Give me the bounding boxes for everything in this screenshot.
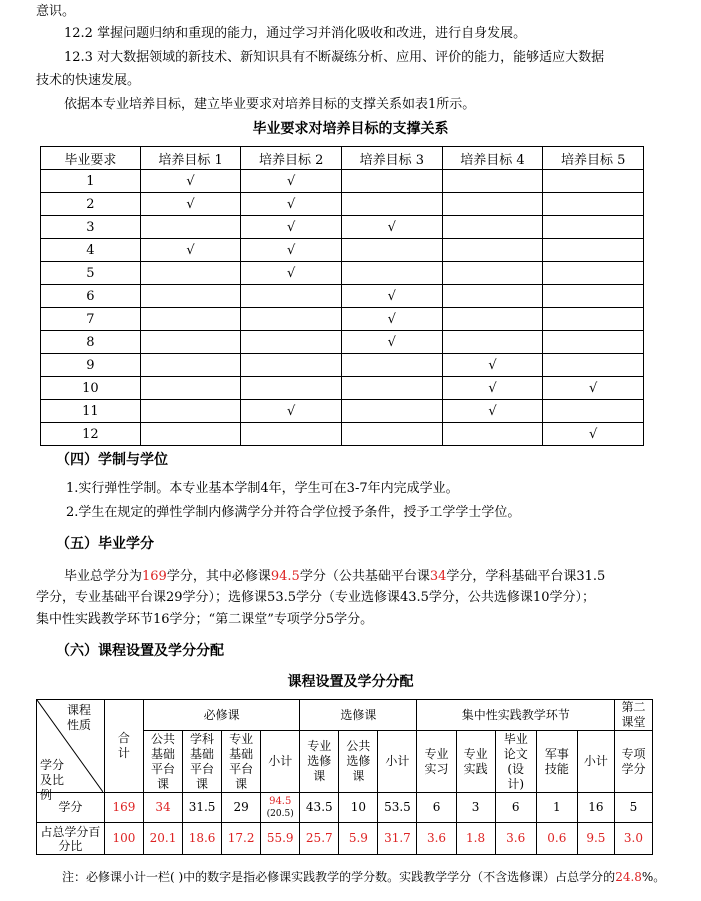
table-row — [41, 423, 644, 446]
support-check-cell — [342, 423, 443, 446]
section5-line3: 集中性实践教学环节16学分；“第二课堂”专项学分5学分。 — [36, 612, 374, 627]
table-row — [41, 400, 644, 423]
table2-subheader-cell: 公共选修课 — [339, 731, 378, 793]
table-intro: 依据本专业培养目标，建立毕业要求对培养目标的支撑关系如表1所示。 — [64, 97, 476, 112]
table-header-cell: 培养目标 1 — [140, 147, 241, 170]
support-check-cell: √ — [140, 239, 241, 262]
table2-subheader-cell: 专项学分 — [614, 731, 652, 793]
support-check-cell — [543, 239, 644, 262]
support-check-cell — [241, 331, 342, 354]
support-check-cell — [543, 308, 644, 331]
table-row — [41, 331, 644, 354]
support-check-cell — [342, 400, 443, 423]
support-check-cell — [442, 423, 543, 446]
requirement-number-cell: 12 — [41, 423, 141, 446]
table-row — [41, 216, 644, 239]
item-12-3-line2: 技术的快速发展。 — [36, 73, 141, 88]
support-check-cell — [543, 216, 644, 239]
support-check-cell — [442, 262, 543, 285]
table2-required-header: 必修课 — [143, 700, 299, 731]
table-row — [41, 377, 644, 400]
table2-percent-cell: 31.7 — [378, 823, 417, 855]
support-check-cell — [442, 216, 543, 239]
requirement-number-cell: 7 — [41, 308, 141, 331]
requirement-number-cell: 8 — [41, 331, 141, 354]
table2-percent-cell: 100 — [104, 823, 143, 855]
support-check-cell: √ — [241, 193, 342, 216]
table2-percent-cell: 0.6 — [536, 823, 577, 855]
table2-total-header: 合计 — [104, 700, 143, 793]
support-check-cell — [241, 308, 342, 331]
table2-credit-cell: 94.5 (20.5) — [261, 793, 300, 823]
requirement-number-cell: 9 — [41, 354, 141, 377]
requirement-number-cell: 6 — [41, 285, 141, 308]
table2-credit-cell: 16 — [577, 793, 614, 823]
corner-bottom-label: 学分及比例 — [40, 758, 65, 802]
support-check-cell — [543, 262, 644, 285]
support-check-cell: √ — [140, 170, 241, 193]
table-row — [41, 308, 644, 331]
table-header-cell: 毕业要求 — [41, 147, 141, 170]
table2-percent-cell: 18.6 — [183, 823, 222, 855]
section5-line2: 学分，专业基础平台课29学分）；选修课53.5学分（专业选修课43.5学分，公共选修课10学分）； — [36, 590, 595, 605]
top-text: 意识。 — [36, 4, 76, 19]
support-check-cell — [342, 354, 443, 377]
table2-subheader-cell: 小计 — [378, 731, 417, 793]
table2-credit-cell: 34 — [143, 793, 182, 823]
support-check-cell: √ — [241, 239, 342, 262]
support-check-cell — [342, 377, 443, 400]
section4-p1: 1.实行弹性学制。本专业基本学制4年，学生可在3-7年内完成学业。 — [66, 481, 459, 496]
support-check-cell: √ — [442, 377, 543, 400]
requirement-number-cell: 3 — [41, 216, 141, 239]
corner-top-label: 课程性质 — [67, 703, 92, 732]
table2-credit-cell: 10 — [339, 793, 378, 823]
support-check-cell — [140, 331, 241, 354]
table2-credit-cell: 6 — [495, 793, 536, 823]
section6-heading: （六）课程设置及学分分配 — [56, 643, 224, 659]
table2-credit-cell: 43.5 — [300, 793, 339, 823]
credit-distribution-table — [36, 699, 653, 855]
item-12-2: 12.2 掌握问题归纳和重现的能力，通过学习并消化吸收和改进，进行自身发展。 — [64, 26, 527, 41]
table2-credit-cell: 1 — [536, 793, 577, 823]
table2-credit-cell: 31.5 — [183, 793, 222, 823]
table-header-cell: 培养目标 4 — [442, 147, 543, 170]
support-check-cell — [342, 239, 443, 262]
table2-group-row — [37, 700, 653, 731]
support-check-cell — [140, 285, 241, 308]
support-check-cell — [442, 193, 543, 216]
table2-percent-cell: 3.0 — [614, 823, 652, 855]
table2-corner-cell — [37, 700, 105, 802]
support-check-cell: √ — [543, 377, 644, 400]
table-row — [41, 285, 644, 308]
table2-percent-cell: 3.6 — [417, 823, 456, 855]
support-check-cell — [442, 239, 543, 262]
table2-elective-header: 选修课 — [300, 700, 417, 731]
table2-percent-cell: 25.7 — [300, 823, 339, 855]
support-check-cell — [442, 308, 543, 331]
requirement-number-cell: 11 — [41, 400, 141, 423]
table2-subheader-cell: 小计 — [577, 731, 614, 793]
table2-subheader-cell: 专业基础平台课 — [222, 731, 261, 793]
support-check-cell — [442, 170, 543, 193]
support-relation-table — [40, 146, 644, 446]
support-check-cell — [140, 262, 241, 285]
table2-subheader-cell: 专业选修课 — [300, 731, 339, 793]
practice-credit-subvalue: (20.5) — [266, 809, 294, 819]
table-row — [41, 239, 644, 262]
support-check-cell — [140, 354, 241, 377]
support-check-cell: √ — [241, 170, 342, 193]
table-header-cell: 培养目标 5 — [543, 147, 644, 170]
table2-percent-cell: 20.1 — [143, 823, 182, 855]
table2-practice-header: 集中性实践教学环节 — [417, 700, 614, 731]
support-check-cell — [140, 423, 241, 446]
table2-percent-row — [37, 823, 653, 855]
item-12-3-line1: 12.3 对大数据领域的新技术、新知识具有不断凝练分析、应用、评价的能力，能够适应大数据 — [64, 50, 605, 65]
table2-percent-cell: 17.2 — [222, 823, 261, 855]
support-check-cell — [543, 170, 644, 193]
support-check-cell: √ — [442, 354, 543, 377]
table2-credit-row — [37, 793, 653, 823]
table2-subheader-cell: 专业实践 — [456, 731, 495, 793]
support-check-cell: √ — [241, 262, 342, 285]
requirement-number-cell: 10 — [41, 377, 141, 400]
support-check-cell — [342, 262, 443, 285]
support-check-cell: √ — [342, 216, 443, 239]
support-check-cell: √ — [442, 400, 543, 423]
table2-percent-cell: 55.9 — [261, 823, 300, 855]
table2-credit-label: 学分 — [37, 793, 105, 823]
support-check-cell — [140, 400, 241, 423]
table2-subheader-cell: 军事技能 — [536, 731, 577, 793]
table2-credit-cell: 29 — [222, 793, 261, 823]
support-check-cell — [241, 377, 342, 400]
table2-subheader-cell: 小计 — [261, 731, 300, 793]
support-check-cell — [342, 170, 443, 193]
table2-credit-cell: 5 — [614, 793, 652, 823]
table2-subheader-cell: 专业实习 — [417, 731, 456, 793]
support-check-cell: √ — [342, 331, 443, 354]
requirement-number-cell: 4 — [41, 239, 141, 262]
table2-percent-cell: 5.9 — [339, 823, 378, 855]
table2-credit-cell: 169 — [104, 793, 143, 823]
support-check-cell: √ — [140, 193, 241, 216]
table2-subheader-cell: 毕业论文(设计) — [495, 731, 536, 793]
table2-subheader-cell: 公共基础平台课 — [143, 731, 182, 793]
table2-percent-label: 占总学分百分比 — [37, 823, 105, 855]
support-check-cell — [342, 193, 443, 216]
support-check-cell — [140, 308, 241, 331]
table-row — [41, 170, 644, 193]
support-check-cell — [543, 193, 644, 216]
support-check-cell: √ — [241, 400, 342, 423]
support-check-cell: √ — [342, 285, 443, 308]
table2-credit-cell: 3 — [456, 793, 495, 823]
support-check-cell — [543, 331, 644, 354]
support-check-cell — [543, 400, 644, 423]
support-check-cell — [241, 285, 342, 308]
support-check-cell — [442, 285, 543, 308]
support-check-cell: √ — [241, 216, 342, 239]
table2-percent-cell: 1.8 — [456, 823, 495, 855]
table2-second-header: 第二课堂 — [614, 700, 652, 731]
support-check-cell — [543, 354, 644, 377]
table-row — [41, 262, 644, 285]
table2-title: 课程设置及学分分配 — [287, 674, 414, 690]
table-row — [41, 193, 644, 216]
support-check-cell — [140, 377, 241, 400]
table1-title: 毕业要求对培养目标的支撑关系 — [252, 121, 449, 137]
table2-credit-cell: 6 — [417, 793, 456, 823]
support-check-cell — [543, 285, 644, 308]
table2-note: 注：必修课小计一栏( )中的数字是指必修课实践教学的学分数。实践教学学分（不含选修课）占总学分的24.8%。 — [62, 870, 666, 884]
support-check-cell — [140, 216, 241, 239]
support-check-cell: √ — [543, 423, 644, 446]
requirement-number-cell: 1 — [41, 170, 141, 193]
support-check-cell — [241, 423, 342, 446]
requirement-number-cell: 2 — [41, 193, 141, 216]
table2-percent-cell: 3.6 — [495, 823, 536, 855]
support-check-cell — [241, 354, 342, 377]
support-check-cell — [442, 331, 543, 354]
support-check-cell: √ — [342, 308, 443, 331]
section4-heading: （四）学制与学位 — [56, 452, 168, 468]
requirement-number-cell: 5 — [41, 262, 141, 285]
table2-percent-cell: 9.5 — [577, 823, 614, 855]
section5-line1: 毕业总学分为169学分，其中必修课94.5学分（公共基础平台课34学分，学科基础平台课31.5 — [64, 569, 606, 584]
section4-p2: 2.学生在规定的弹性学制内修满学分并符合学位授予条件，授予工学学士学位。 — [66, 505, 521, 520]
section5-heading: （五）毕业学分 — [56, 536, 154, 552]
table2-subheader-cell: 学科基础平台课 — [183, 731, 222, 793]
table-header-cell: 培养目标 2 — [241, 147, 342, 170]
table-header-cell: 培养目标 3 — [342, 147, 443, 170]
table-row — [41, 354, 644, 377]
table-header-row — [41, 147, 644, 170]
table2-credit-cell: 53.5 — [378, 793, 417, 823]
